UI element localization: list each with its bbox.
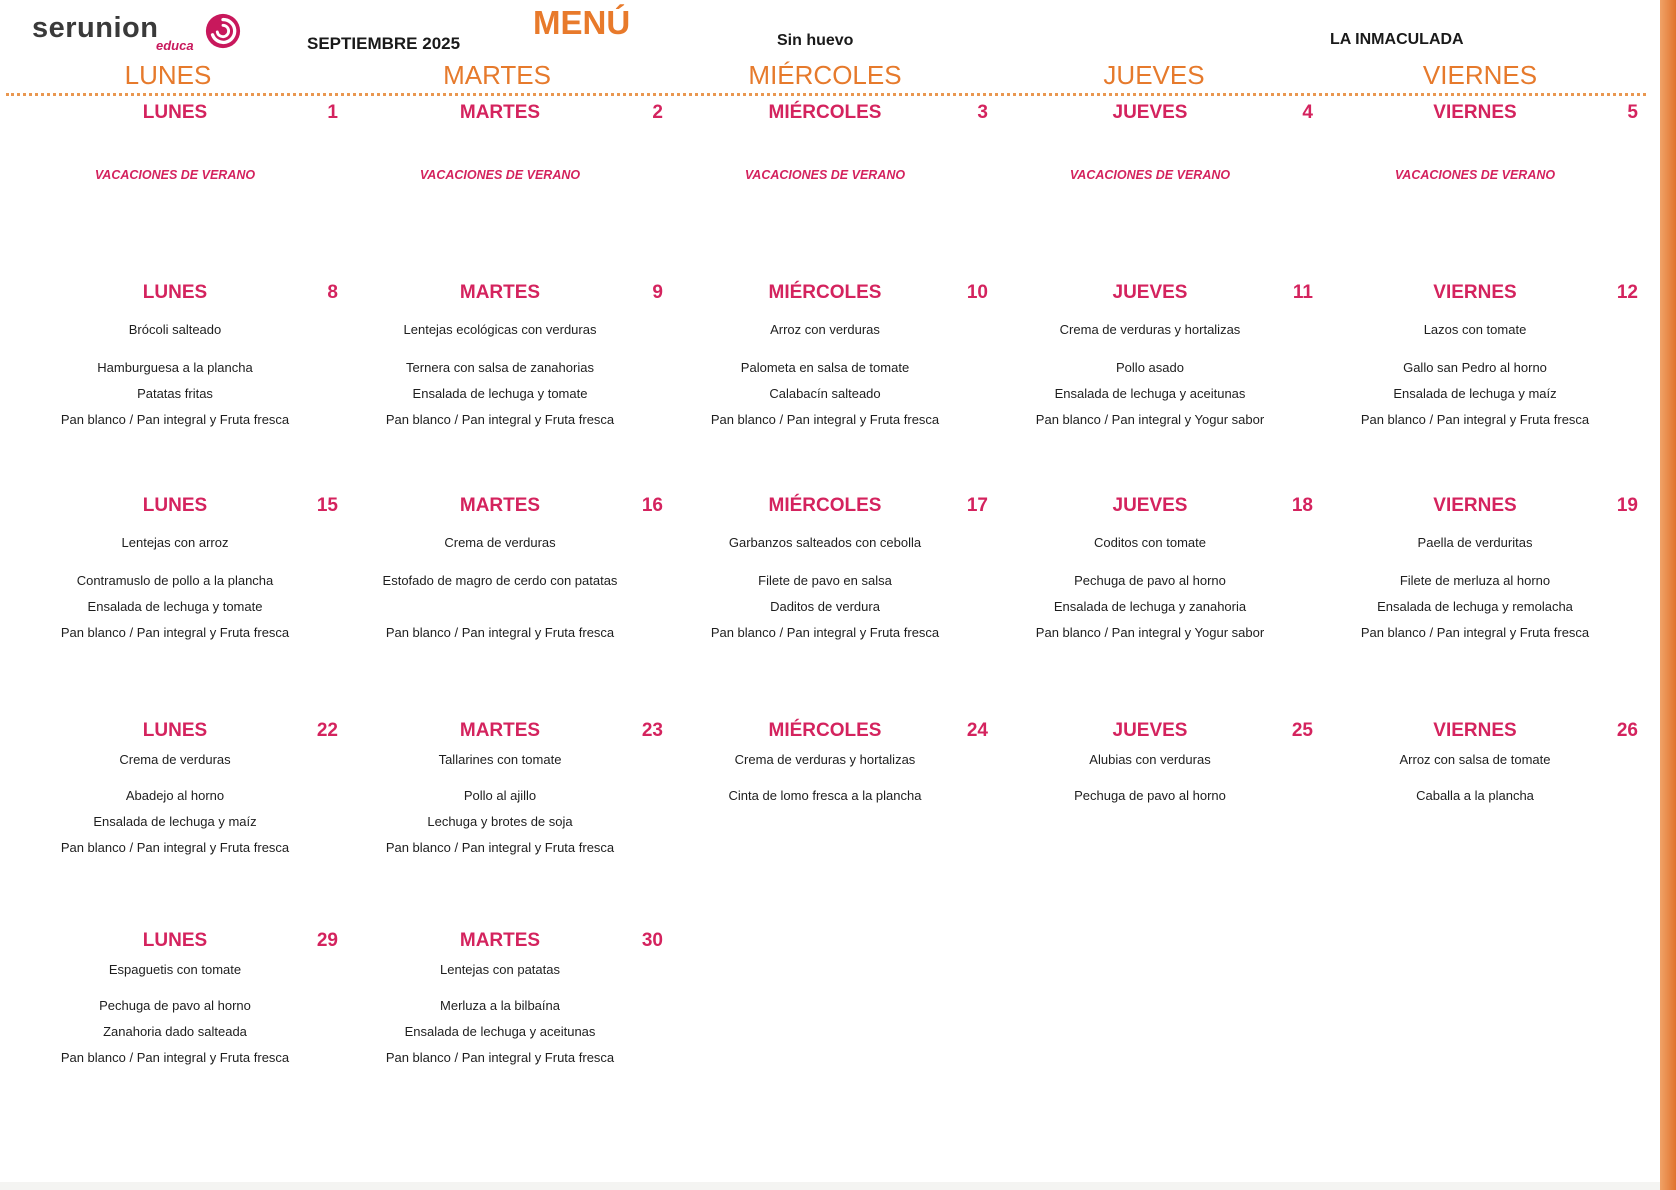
day-name: JUEVES xyxy=(1112,495,1188,516)
menu-item: Hamburguesa a la plancha xyxy=(97,360,253,375)
menu-item: Ensalada de lechuga y remolacha xyxy=(1377,599,1573,614)
day-name: MARTES xyxy=(459,102,541,123)
day-cell xyxy=(1312,720,1638,910)
day-name: VIERNES xyxy=(1433,282,1517,303)
menu-item: Ensalada de lechuga y aceitunas xyxy=(1054,386,1246,401)
day-number: 9 xyxy=(652,282,663,303)
menu-item: Pan blanco / Pan integral y Fruta fresca xyxy=(60,840,290,855)
day-number: 1 xyxy=(327,102,338,123)
day-number: 22 xyxy=(316,720,338,741)
day-number: 23 xyxy=(641,720,663,741)
menu-item: Pan blanco / Pan integral y Fruta fresca xyxy=(60,1050,290,1065)
day-number: 8 xyxy=(327,282,338,303)
menu-item: Zanahoria dado salteada xyxy=(103,1024,247,1039)
day-name: MIÉRCOLES xyxy=(768,282,882,303)
day-cell xyxy=(662,495,988,685)
day-number: 30 xyxy=(641,930,663,951)
day-cell xyxy=(12,720,338,910)
day-cell xyxy=(987,282,1313,472)
menu-item: Caballa a la plancha xyxy=(1416,788,1534,803)
serunion-logo xyxy=(32,12,252,52)
menu-item: Palometa en salsa de tomate xyxy=(740,360,910,375)
school-name: LA INMACULADA xyxy=(1330,31,1464,48)
day-cell xyxy=(337,720,663,910)
page-edge-bar xyxy=(1660,0,1676,1190)
menu-item: Pan blanco / Pan integral y Fruta fresca xyxy=(710,625,940,640)
day-cell xyxy=(987,102,1313,292)
day-cell xyxy=(12,495,338,685)
vacation-label: VACACIONES DE VERANO xyxy=(744,168,906,182)
menu-item: Arroz con verduras xyxy=(770,322,880,337)
menu-item: Pan blanco / Pan integral y Fruta fresca xyxy=(60,412,290,427)
day-cell xyxy=(12,282,338,472)
menu-item: Crema de verduras y hortalizas xyxy=(734,752,916,767)
day-number: 3 xyxy=(977,102,988,123)
column-header-miercoles: MIÉRCOLES xyxy=(748,60,902,90)
menu-item: Lechuga y brotes de soja xyxy=(427,814,573,829)
menu-item: Lentejas ecológicas con verduras xyxy=(403,322,597,337)
menu-item: Ensalada de lechuga y tomate xyxy=(412,386,588,401)
day-name: VIERNES xyxy=(1433,102,1517,123)
menu-item: Pan blanco / Pan integral y Fruta fresca xyxy=(60,625,290,640)
column-header-viernes: VIERNES xyxy=(1422,60,1538,90)
day-number: 4 xyxy=(1302,102,1313,123)
menu-item: Estofado de magro de cerdo con patatas xyxy=(382,573,618,588)
day-cell xyxy=(12,930,338,1120)
menu-item: Paella de verduritas xyxy=(1417,535,1533,550)
day-name: MIÉRCOLES xyxy=(768,495,882,516)
header-divider xyxy=(6,93,1646,96)
day-name: JUEVES xyxy=(1112,102,1188,123)
menu-item: Espaguetis con tomate xyxy=(108,962,242,977)
day-cell xyxy=(987,495,1313,685)
day-cell xyxy=(662,720,988,910)
day-cell xyxy=(12,102,338,292)
brand-sub: educa xyxy=(156,38,194,53)
menu-item: Abadejo al horno xyxy=(125,788,225,803)
menu-item: Pan blanco / Pan integral y Yogur sabor xyxy=(1035,412,1265,427)
day-number: 18 xyxy=(1291,495,1313,516)
column-header-lunes: LUNES xyxy=(124,60,212,90)
vacation-label: VACACIONES DE VERANO xyxy=(1394,168,1556,182)
day-cell xyxy=(987,720,1313,910)
page-bottom-strip xyxy=(0,1182,1660,1190)
day-cell xyxy=(1312,495,1638,685)
day-name: LUNES xyxy=(142,930,208,951)
menu-item: Alubias con verduras xyxy=(1089,752,1211,767)
day-number: 25 xyxy=(1291,720,1313,741)
day-number: 16 xyxy=(641,495,663,516)
vacation-label: VACACIONES DE VERANO xyxy=(1069,168,1231,182)
menu-item: Pollo asado xyxy=(1116,360,1184,375)
menu-item: Coditos con tomate xyxy=(1093,535,1206,550)
day-name: MARTES xyxy=(459,495,541,516)
menu-item: Pan blanco / Pan integral y Fruta fresca xyxy=(385,840,615,855)
day-name: LUNES xyxy=(142,495,208,516)
menu-item: Pechuga de pavo al horno xyxy=(1074,788,1226,803)
menu-item: Ensalada de lechuga y aceitunas xyxy=(404,1024,596,1039)
menu-item: Lentejas con patatas xyxy=(440,962,560,977)
day-name: LUNES xyxy=(142,282,208,303)
menu-item: Pechuga de pavo al horno xyxy=(99,998,251,1013)
menu-item: Crema de verduras y hortalizas xyxy=(1059,322,1241,337)
day-number: 19 xyxy=(1616,495,1638,516)
menu-item: Pollo al ajillo xyxy=(463,788,537,803)
menu-item: Daditos de verdura xyxy=(770,599,880,614)
day-cell xyxy=(337,495,663,685)
day-cell xyxy=(1312,102,1638,292)
column-header-martes: MARTES xyxy=(443,60,551,90)
day-name: LUNES xyxy=(142,102,208,123)
menu-item: Contramuslo de pollo a la plancha xyxy=(76,573,274,588)
day-cell xyxy=(1312,282,1638,472)
menu-item: Pan blanco / Pan integral y Fruta fresca xyxy=(1360,625,1590,640)
menu-item: Pan blanco / Pan integral y Fruta fresca xyxy=(710,412,940,427)
menu-item: Ternera con salsa de zanahorias xyxy=(406,360,594,375)
day-number: 17 xyxy=(966,495,988,516)
menu-item: Merluza a la bilbaína xyxy=(440,998,560,1013)
day-name: MIÉRCOLES xyxy=(768,720,882,741)
day-number: 11 xyxy=(1292,282,1313,303)
day-number: 12 xyxy=(1616,282,1638,303)
menu-item: Calabacín salteado xyxy=(769,386,881,401)
menu-item: Ensalada de lechuga y maíz xyxy=(93,814,257,829)
menu-item: Garbanzos salteados con cebolla xyxy=(728,535,922,550)
menu-item: Crema de verduras xyxy=(119,752,231,767)
day-name: MIÉRCOLES xyxy=(768,102,882,123)
day-name: VIERNES xyxy=(1433,495,1517,516)
menu-item: Gallo san Pedro al horno xyxy=(1403,360,1547,375)
vacation-label: VACACIONES DE VERANO xyxy=(419,168,581,182)
day-number: 10 xyxy=(966,282,988,303)
day-number: 24 xyxy=(966,720,988,741)
brand-swirl-icon xyxy=(204,12,242,50)
menu-title: MENÚ xyxy=(533,4,631,41)
day-number: 15 xyxy=(316,495,338,516)
menu-month: SEPTIEMBRE 2025 xyxy=(307,34,461,53)
menu-item: Pan blanco / Pan integral y Yogur sabor xyxy=(1035,625,1265,640)
menu-item: Cinta de lomo fresca a la plancha xyxy=(728,788,922,803)
menu-item: Crema de verduras xyxy=(444,535,556,550)
menu-item: Ensalada de lechuga y zanahoria xyxy=(1053,599,1247,614)
day-cell xyxy=(337,282,663,472)
day-name: MARTES xyxy=(459,720,541,741)
day-name: VIERNES xyxy=(1433,720,1517,741)
day-cell xyxy=(337,930,663,1120)
menu-item: Filete de merluza al horno xyxy=(1399,573,1551,588)
column-header-jueves: JUEVES xyxy=(1103,60,1205,90)
menu-item: Pechuga de pavo al horno xyxy=(1074,573,1226,588)
vacation-label: VACACIONES DE VERANO xyxy=(94,168,256,182)
menu-item: Patatas fritas xyxy=(137,386,213,401)
day-number: 26 xyxy=(1616,720,1638,741)
day-name: LUNES xyxy=(142,720,208,741)
day-name: MARTES xyxy=(459,930,541,951)
menu-item: Pan blanco / Pan integral y Fruta fresca xyxy=(1360,412,1590,427)
day-name: MARTES xyxy=(459,282,541,303)
day-name: JUEVES xyxy=(1112,720,1188,741)
brand-name: serunion xyxy=(32,12,159,44)
day-cell xyxy=(662,282,988,472)
menu-item: Brócoli salteado xyxy=(128,322,222,337)
menu-item: Tallarines con tomate xyxy=(438,752,562,767)
day-cell xyxy=(662,102,988,292)
menu-item: Pan blanco / Pan integral y Fruta fresca xyxy=(385,625,615,640)
menu-item: Pan blanco / Pan integral y Fruta fresca xyxy=(385,1050,615,1065)
menu-item: Lentejas con arroz xyxy=(121,535,229,550)
menu-item: Arroz con salsa de tomate xyxy=(1399,752,1551,767)
menu-item: Pan blanco / Pan integral y Fruta fresca xyxy=(385,412,615,427)
diet-note: Sin huevo xyxy=(777,32,854,49)
day-number: 29 xyxy=(316,930,338,951)
menu-item: Lazos con tomate xyxy=(1423,322,1527,337)
day-number: 2 xyxy=(652,102,663,123)
day-cell xyxy=(337,102,663,292)
menu-item: Filete de pavo en salsa xyxy=(758,573,892,588)
day-number: 5 xyxy=(1627,102,1638,123)
day-name: JUEVES xyxy=(1112,282,1188,303)
menu-item: Ensalada de lechuga y tomate xyxy=(87,599,263,614)
menu-item: Ensalada de lechuga y maíz xyxy=(1393,386,1557,401)
